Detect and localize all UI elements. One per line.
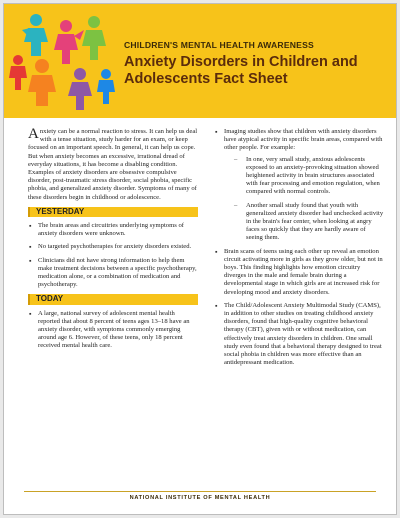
child-figure-red <box>9 55 27 90</box>
child-figure-purple <box>68 68 92 110</box>
yesterday-heading: YESTERDAY <box>28 207 198 217</box>
left-column <box>28 128 198 356</box>
page-title: Anxiety Disorders in Children and Adolescents Fact Sheet <box>124 54 358 87</box>
child-figure-pink <box>54 20 84 64</box>
today-heading: TODAY <box>28 294 198 304</box>
imaging-sublist <box>224 156 384 243</box>
footer-org: NATIONAL INSTITUTE OF MENTAL HEALTH <box>129 495 271 501</box>
child-figure-orange <box>28 59 56 106</box>
sub-list-item: – In one, very small study, anxious adolescents exposed to an anxiety-provoking situation showed heightened activity in brain structures associated with fear processing and emotion regulation, when compared with normal controls. <box>234 156 384 197</box>
list-item: ▪ Clinicians did not have strong information to help them make treatment decisions between a specific psychotherapy, medication alone, or a combination of medication and psychotherapy. <box>28 257 198 290</box>
drop-cap: A <box>28 126 39 142</box>
right-list <box>214 128 384 367</box>
fact-sheet-page <box>3 3 397 515</box>
intro-text: nxiety can be a normal reaction to stress. It can help us deal with a tense situation, study harder for an exam, or keep focused on an important speech. In general, it can help us cope. But when anxiety becomes an excessive, irrational dread of everyday situations, it has become a disabling condition. Examples of anxiety disorders are obsessive compulsive disorder, post-traumatic stress disorder, social phobia, specific phobia, and generalized anxiety disorder. Symptoms of many of these disorders begin in childhood or adolescence. <box>28 128 198 201</box>
intro-paragraph <box>28 128 198 202</box>
sub-list-item: – Another small study found that youth with generalized anxiety disorder had unchecked activity in the brain's fear center, when looking at angry faces so quickly that they are hardly aware of seeing them. <box>234 202 384 243</box>
children-figures-illustration <box>8 8 116 114</box>
footer-divider <box>24 491 376 492</box>
child-figure-green <box>82 16 106 60</box>
today-list <box>28 310 198 351</box>
header-kicker: CHILDREN'S MENTAL HEALTH AWARENESS <box>124 40 314 50</box>
list-item: ▪ The brain areas and circuitries underlying symptoms of anxiety disorders were unknown. <box>28 222 198 238</box>
imaging-text: Imaging studies show that children with anxiety disorders have atypical activity in specific brain areas, compared with other people. For example: <box>224 128 383 152</box>
list-item: ▪ A large, national survey of adolescent mental health reported that about 8 percent of teens ages 13–18 have an anxiety disorder, with symptoms commonly emerging around age 6. However, of these teens, only 18 percent received mental health care. <box>28 310 198 351</box>
right-column <box>214 128 384 372</box>
list-item-imaging <box>214 128 384 243</box>
list-item: ▪ No targeted psychotherapies for anxiety disorders existed. <box>28 243 198 251</box>
yesterday-list <box>28 222 198 289</box>
child-figure-blue <box>97 69 115 104</box>
list-item: ▪ The Child/Adolescent Anxiety Multimodal Study (CAMS), in addition to other studies on treating childhood anxiety disorders, found that high-quality cognitive behavioral therapy (CBT), given with or without medication, can effectively treat anxiety disorders in children. One small study even found that a behavioral therapy designed to treat social phobia in children was more effective than an antidepressant medication. <box>214 302 384 368</box>
header-band <box>4 4 396 118</box>
child-figure-teal <box>22 14 48 56</box>
list-item: ▪ Brain scans of teens using each other up reveal an emotion circuit activating more in girls as they grow older, but not in boys. This finding highlights how emotion circuitry diverges in the male and female brain during a developmental stage in which girls are at increased risk for developing mood and anxiety disorders. <box>214 248 384 297</box>
